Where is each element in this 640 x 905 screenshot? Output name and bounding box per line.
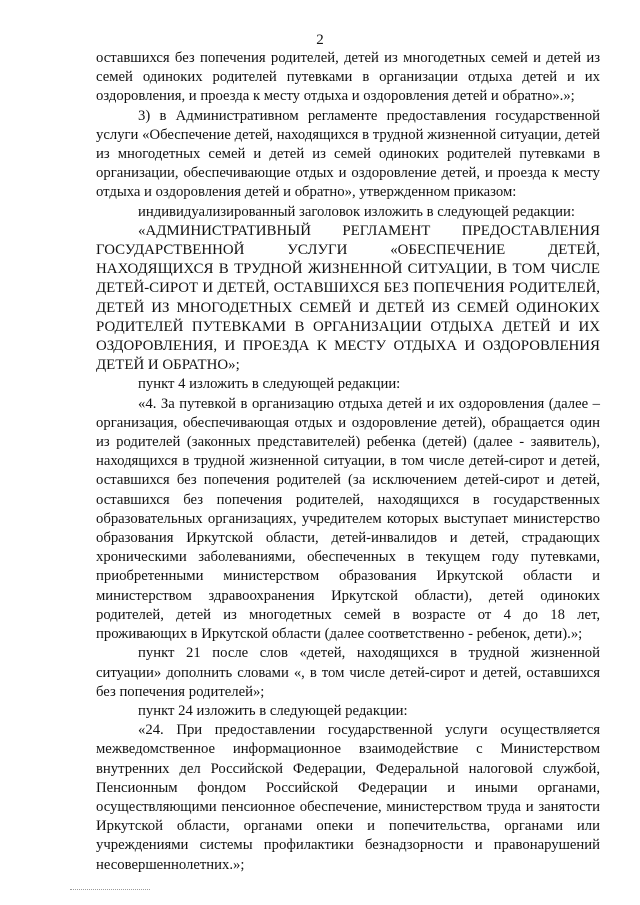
paragraph-title-instruction: индивидуализированный заголовок изложить в следующей редакции:	[138, 203, 575, 220]
paragraph-continuation: оставшихся без попечения родителей, детей из многодетных семей и детей из семей одиноких родителей путевками в организации отдыха детей и их оздоровления, и проезда к месту отдыха и оздоровления детей и обратно».»;	[96, 50, 600, 105]
paragraph-point-21: пункт 21 после слов «детей, находящихся в трудной жизненной ситуации» дополнить словами «, в том числе детей-сирот и детей, оставшихся без попечения родителей»;	[96, 645, 600, 700]
document-body	[96, 49, 600, 875]
paragraph-item-3: 3) в Административном регламенте предоставления государственной услуги «Обеспечение детей, находящихся в трудной жизненной ситуации, детей из многодетных семей и детей из семей одиноких родителей путевками в организации, обеспечивающие отдых и оздоровление детей, и проезда к месту отдыха и оздоровления детей и обратно», утвержденном приказом:	[96, 107, 600, 201]
paragraph-point-24-instruction: пункт 24 изложить в следующей редакции:	[138, 702, 408, 719]
paragraph-point-24-text: «24. При предоставлении государственной услуги осуществляется межведомственное информационное взаимодействие с Министерством внутренних дел Российской Федерации, Федеральной налоговой службой, Пенсионным фондом Российской Федерации и иными органами, осуществляющими пенсионное обеспечение, министерством труда и занятости Иркутской области, органами опеки и попечительства, органами или учреждениями системы профилактики безнадзорности и правонарушений несовершеннолетних.»;	[96, 722, 600, 873]
footer-dotted-rule	[70, 889, 150, 890]
paragraph-point-4-instruction: пункт 4 изложить в следующей редакции:	[138, 376, 401, 393]
paragraph-point-4-text: «4. За путевкой в организацию отдыха детей и их оздоровления (далее – организация, обеспечивающая отдых и оздоровление детей), обращается один из родителей (законных представителей) ребенка (детей) (далее - заявитель), находящихся в трудной жизненной ситуации, в том числе детей-сирот и детей, оставшихся без попечения родителей (за исключением детей-сирот и детей, оставшихся без попечения родителей, находящихся в государственных образовательных организациях, учредителем которых выступает министерство образования Иркутской области, детей-инвалидов и детей, страдающих хроническими заболеваниями, обеспеченных в текущем году путевками, приобретенными министерством образования Иркутской области и министерством здравоохранения Иркутской области), детей одиноких родителей, детей из многодетных семей в возрасте от 4 до 18 лет, проживающих в Иркутской области (далее соответственно - ребенок, дети).»;	[96, 395, 600, 643]
paragraph-regulation-title: «АДМИНИСТРАТИВНЫЙ РЕГЛАМЕНТ ПРЕДОСТАВЛЕНИЯ ГОСУДАРСТВЕННОЙ УСЛУГИ «ОБЕСПЕЧЕНИЕ ДЕТЕЙ, НАХОДЯЩИХСЯ В ТРУДНОЙ ЖИЗНЕННОЙ СИТУАЦИИ, В ТОМ ЧИСЛЕ ДЕТЕЙ-СИРОТ И ДЕТЕЙ, ОСТАВШИХСЯ БЕЗ ПОПЕЧЕНИЯ РОДИТЕЛЕЙ, ДЕТЕЙ ИЗ МНОГОДЕТНЫХ СЕМЕЙ И ДЕТЕЙ ИЗ СЕМЕЙ ОДИНОКИХ РОДИТЕЛЕЙ ПУТЕВКАМИ В ОРГАНИЗАЦИИ ОТДЫХА ДЕТЕЙ И ИХ ОЗДОРОВЛЕНИЯ, И ПРОЕЗДА К МЕСТУ ОТДЫХА И ОЗДОРОВЛЕНИЯ ДЕТЕЙ И ОБРАТНО»;	[96, 222, 600, 374]
page-number: 2	[316, 32, 324, 48]
